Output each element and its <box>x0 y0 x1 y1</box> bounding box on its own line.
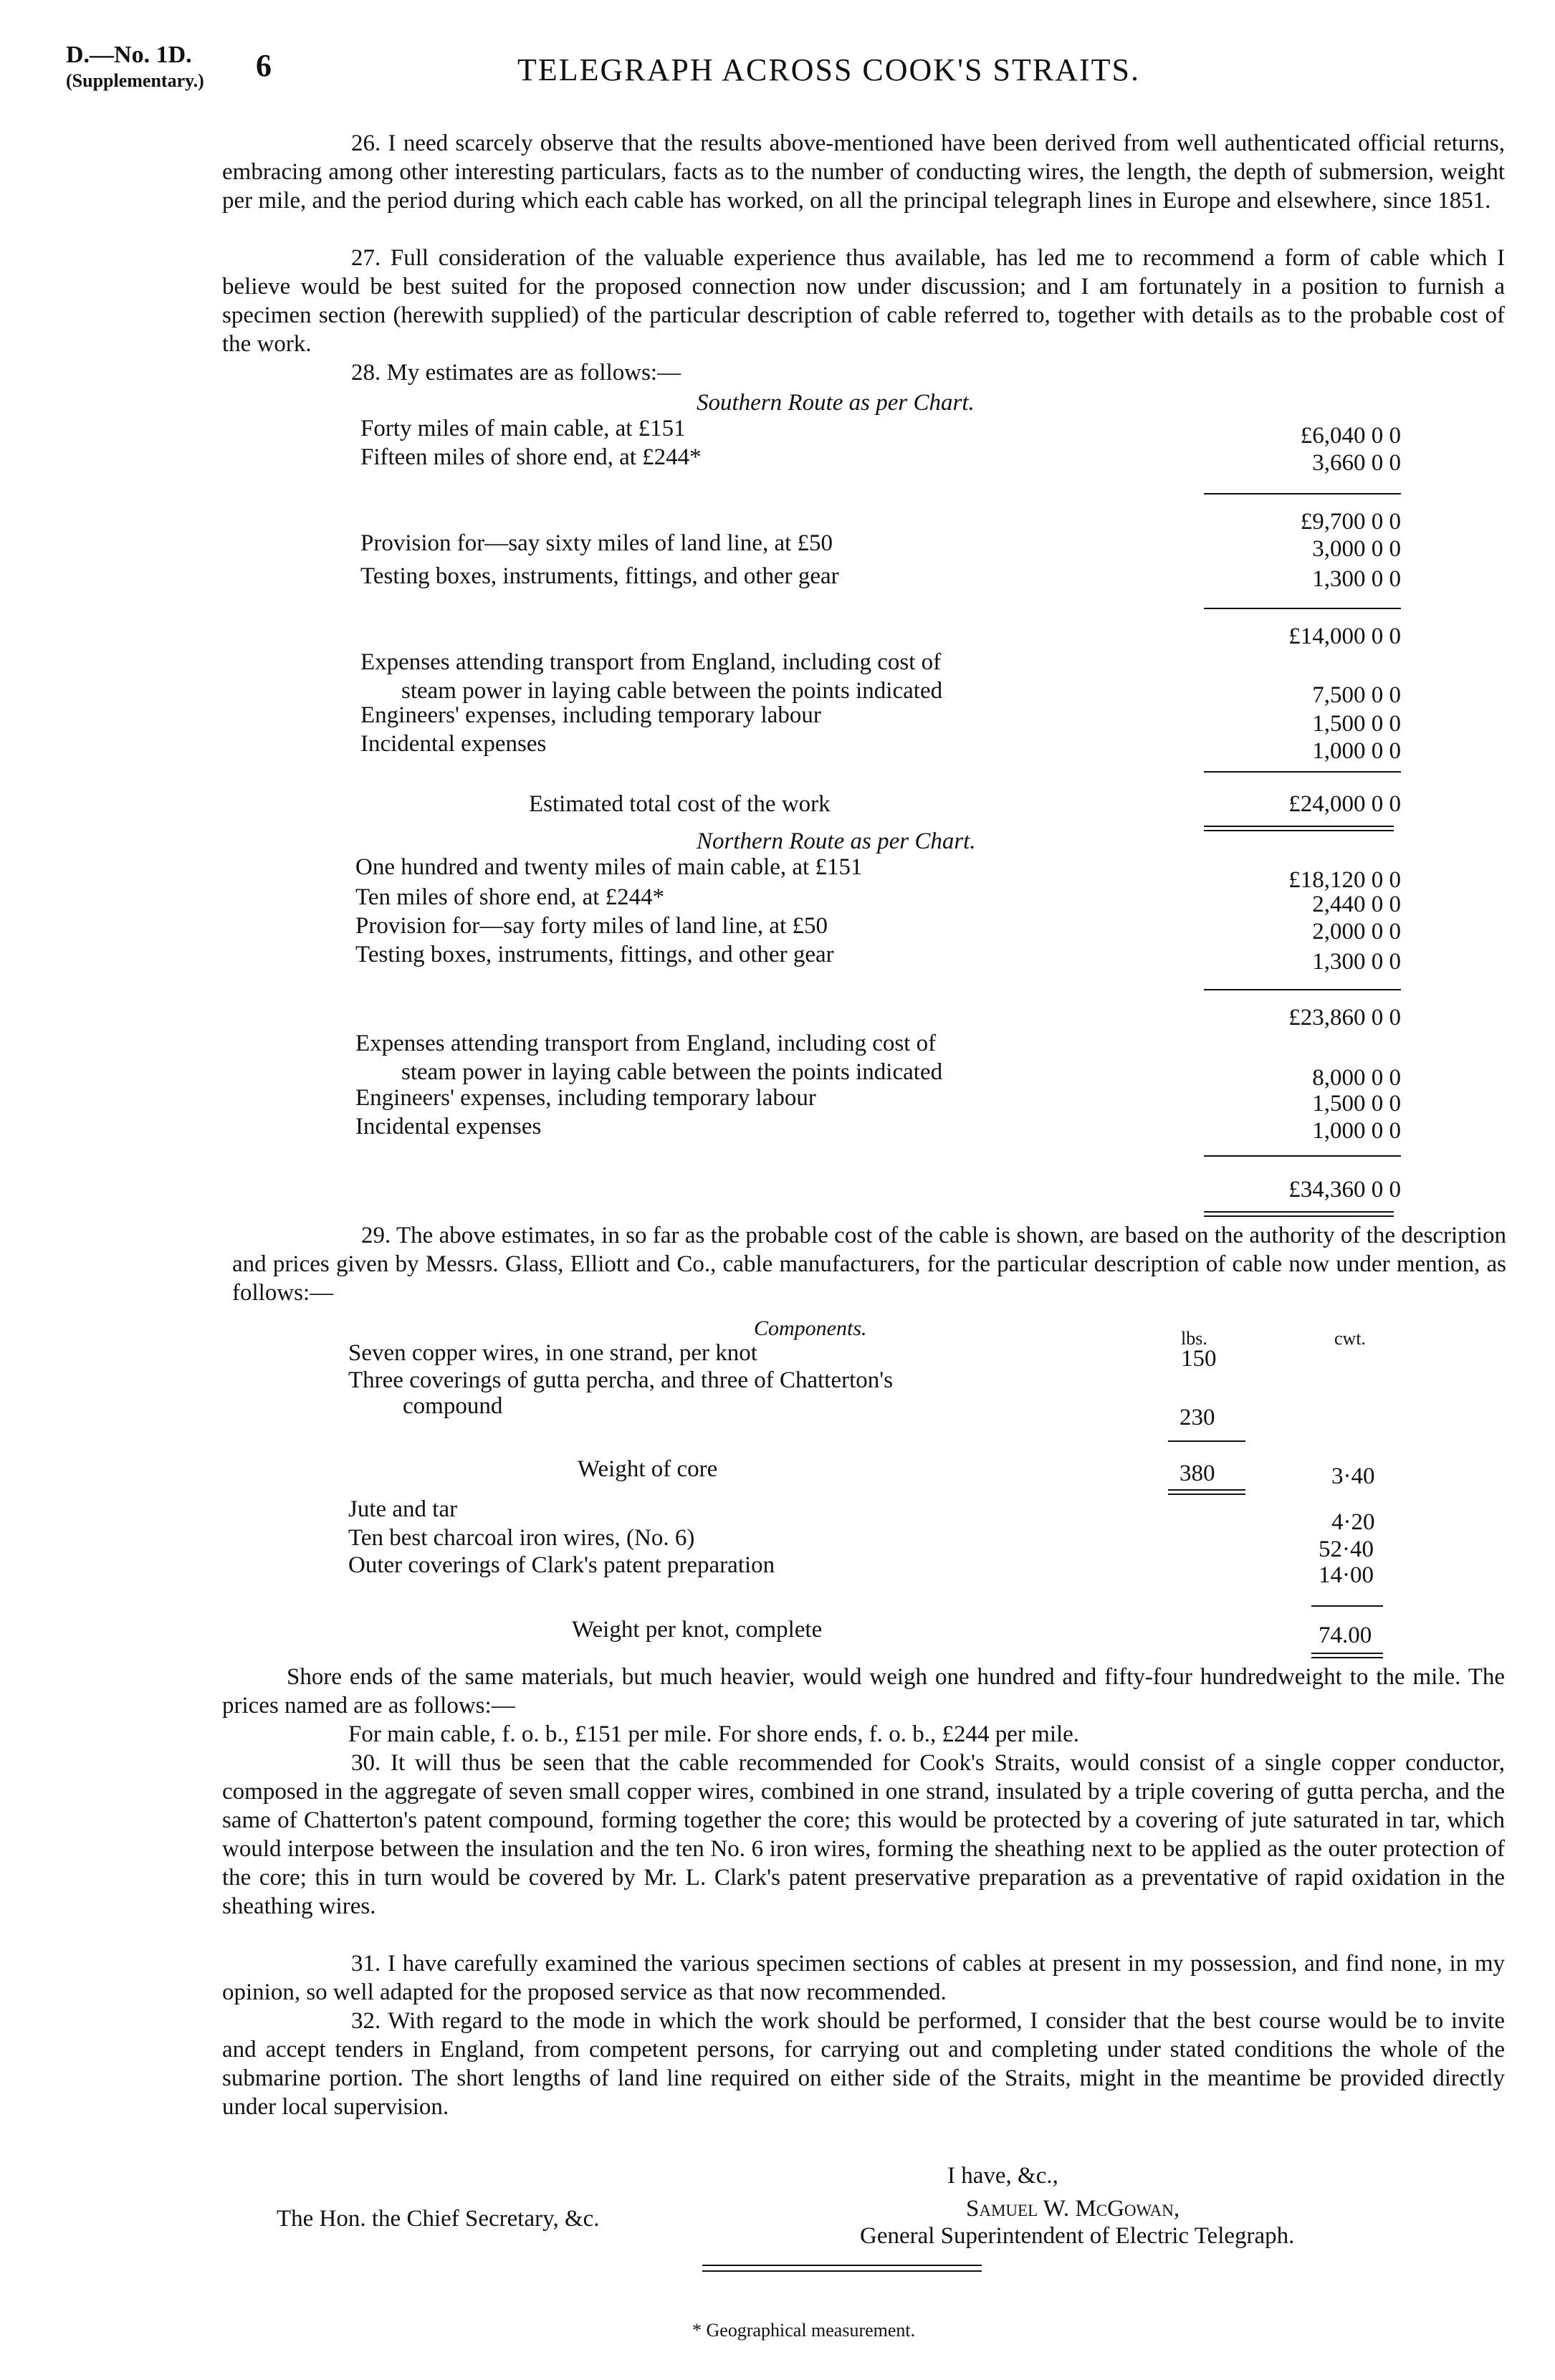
component-gutta-line-1: Three coverings of gutta percha, and three of Chatterton's <box>348 1367 894 1393</box>
subtotal-rule <box>1204 989 1401 990</box>
component-outer-cwt: 14·00 <box>1319 1562 1374 1588</box>
southern-total: £24,000 0 0 <box>1288 791 1401 817</box>
page-number: 6 <box>256 48 272 83</box>
total-double-rule <box>1204 1215 1394 1217</box>
page-title: TELEGRAPH ACROSS COOK'S STRAITS. <box>517 52 1140 87</box>
addressee: The Hon. the Chief Secretary, &c. <box>277 2206 600 2232</box>
component-gutta-line-2: compound <box>403 1393 503 1419</box>
northern-expenses-line-1: Expenses attending transport from England, including cost of <box>355 1031 937 1056</box>
northern-row-label: Provision for—say forty miles of land line, at £50 <box>355 913 828 939</box>
closing-double-rule <box>702 2270 982 2272</box>
southern-row-amount: 3,660 0 0 <box>1312 450 1401 476</box>
southern-subtotal-2: £14,000 0 0 <box>1288 623 1401 649</box>
supplementary-label: (Supplementary.) <box>66 70 204 91</box>
cwt-double-rule <box>1311 1653 1383 1654</box>
northern-total: £34,360 0 0 <box>1288 1177 1401 1203</box>
southern-row-label: Testing boxes, instruments, fittings, and other gear <box>360 563 839 589</box>
southern-subtotal-1: £9,700 0 0 <box>1300 509 1401 535</box>
northern-row-amount: 2,440 0 0 <box>1312 892 1401 917</box>
northern-incidental-amount: 1,000 0 0 <box>1312 1118 1401 1144</box>
total-double-rule <box>1204 830 1394 831</box>
southern-row-amount: 1,300 0 0 <box>1312 566 1401 592</box>
component-outer: Outer coverings of Clark's patent preparation <box>348 1552 775 1578</box>
cwt-rule <box>1311 1605 1383 1607</box>
prices-line: For main cable, f. o. b., £151 per mile. For shore ends, f. o. b., £244 per mile. <box>348 1721 1080 1747</box>
component-iron-cwt: 52·40 <box>1319 1537 1374 1562</box>
weight-of-core-label: Weight of core <box>578 1456 718 1482</box>
components-heading: Components. <box>754 1316 867 1340</box>
paragraph-27: 27. Full consideration of the valuable experience thus available, has led me to recommend a form of cable which I believe would be best suited for the proposed connection now under discussion; and I am fortunately in a position to furnish a specimen section (herewith supplied) of the particular description of cable referred to, together with details as to the probable cost of the work. <box>222 245 1505 357</box>
southern-engineers-amount: 1,500 0 0 <box>1312 711 1401 737</box>
signatory-name: Samuel W. McGowan, <box>966 2196 1180 2222</box>
southern-row-label: Forty miles of main cable, at £151 <box>360 416 686 441</box>
paragraph-26: 26. I need scarcely observe that the results above-mentioned have been derived from well authenticated official returns, embracing among other interesting particulars, facts as to the number of conducting wires, the length, the depth of submersion, weight per mile, and the period during which each cable has worked, on all the principal telegraph lines in Europe and elsewhere, since 1851. <box>222 130 1505 214</box>
total-double-rule <box>1204 826 1394 827</box>
southern-expenses-amount: 7,500 0 0 <box>1312 682 1401 708</box>
weight-of-core-cwt: 3·40 <box>1331 1463 1375 1489</box>
lbs-double-rule <box>1168 1494 1245 1495</box>
footnote: * Geographical measurement. <box>692 2320 916 2341</box>
total-double-rule <box>1204 1211 1394 1213</box>
northern-row-label: One hundred and twenty miles of main cable, at £151 <box>355 854 863 880</box>
northern-subtotal: £23,860 0 0 <box>1288 1005 1401 1031</box>
component-iron: Ten best charcoal iron wires, (No. 6) <box>348 1525 695 1551</box>
southern-total-label: Estimated total cost of the work <box>529 791 831 817</box>
column-lbs: lbs. <box>1181 1328 1207 1349</box>
northern-row-amount: 1,300 0 0 <box>1312 949 1401 975</box>
northern-engineers-label: Engineers' expenses, including temporary labour <box>355 1085 816 1111</box>
shore-ends-text: Shore ends of the same materials, but much heavier, would weigh one hundred and fifty-four hundredweight to the mile. The prices named are as follows:— <box>222 1664 1505 1719</box>
component-copper: Seven copper wires, in one strand, per knot <box>348 1340 757 1366</box>
component-jute: Jute and tar <box>348 1496 458 1522</box>
northern-incidental-label: Incidental expenses <box>355 1114 542 1139</box>
paragraph-29: 29. The above estimates, in so far as the probable cost of the cable is shown, are based on the authority of the description and prices given by Messrs. Glass, Elliott and Co., cable manufacturers, for the particular description of cable now under mention, as follows:— <box>232 1223 1506 1306</box>
northern-expenses-line-2: steam power in laying cable between the points indicated <box>401 1059 943 1085</box>
southern-expenses-line-2: steam power in laying cable between the points indicated <box>401 678 943 704</box>
signatory-position: General Superintendent of Electric Telegraph. <box>860 2223 1295 2249</box>
paragraph-31: 31. I have carefully examined the various specimen sections of cables at present in my possession, and find none, in my opinion, so well adapted for the proposed service as that now recommended. <box>222 1951 1505 2005</box>
weight-complete-cwt: 74.00 <box>1319 1622 1372 1648</box>
subtotal-rule <box>1204 608 1401 609</box>
southern-expenses-line-1: Expenses attending transport from England, including cost of <box>360 649 942 675</box>
component-gutta-lbs: 230 <box>1180 1405 1215 1430</box>
paragraph-30: 30. It will thus be seen that the cable recommended for Cook's Straits, would consist of a single copper conductor, composed in the aggregate of seven small copper wires, combined in one strand, insulated by a triple covering of gutta percha, and the same of Chatterton's patent compound, forming together the core; this would be protected by a covering of jute saturated in tar, which would interpose between the insulation and the ten No. 6 iron wires, forming the sheathing next to be applied as the outer protection of the core; this in turn would be covered by Mr. L. Clark's patent preservative preparation as a preventative of rapid oxidation in the sheathing wires. <box>222 1750 1505 1919</box>
southern-engineers-label: Engineers' expenses, including temporary labour <box>360 702 821 728</box>
paragraph-28: 28. My estimates are as follows:— <box>351 360 681 386</box>
northern-engineers-amount: 1,500 0 0 <box>1312 1091 1401 1117</box>
northern-row-amount: 2,000 0 0 <box>1312 919 1401 945</box>
southern-incidental-amount: 1,000 0 0 <box>1312 738 1401 764</box>
lbs-rule <box>1168 1440 1245 1442</box>
document-reference: D.—No. 1D. <box>66 42 192 68</box>
closing-salutation: I have, &c., <box>947 2163 1058 2189</box>
column-cwt: cwt. <box>1334 1328 1367 1349</box>
northern-row-amount: £18,120 0 0 <box>1288 867 1401 893</box>
lbs-double-rule <box>1168 1489 1245 1491</box>
total-rule <box>1204 1155 1401 1157</box>
southern-row-label: Provision for—say sixty miles of land line, at £50 <box>360 530 833 556</box>
total-rule <box>1204 771 1401 773</box>
northern-row-label: Testing boxes, instruments, fittings, and other gear <box>355 942 834 967</box>
southern-row-label: Fifteen miles of shore end, at £244* <box>360 444 702 470</box>
weight-complete-label: Weight per knot, complete <box>572 1617 823 1643</box>
component-jute-cwt: 4·20 <box>1331 1509 1375 1535</box>
southern-route-heading: Southern Route as per Chart. <box>697 390 975 416</box>
cwt-double-rule <box>1311 1657 1383 1658</box>
subtotal-rule <box>1204 493 1401 494</box>
southern-incidental-label: Incidental expenses <box>360 731 547 757</box>
northern-expenses-amount: 8,000 0 0 <box>1312 1065 1401 1091</box>
closing-double-rule <box>702 2265 982 2266</box>
component-copper-lbs: 150 <box>1181 1346 1217 1372</box>
paragraph-32: 32. With regard to the mode in which the work should be performed, I consider that the best course would be to invite and accept tenders in England, from competent persons, for carrying out and completing under stated conditions the whole of the submarine portion. The short lengths of land line required on either side of the Straits, might in the meantime be provided directly under local supervision. <box>222 2008 1505 2120</box>
northern-row-label: Ten miles of shore end, at £244* <box>355 884 665 910</box>
northern-route-heading: Northern Route as per Chart. <box>697 828 976 854</box>
southern-row-amount: £6,040 0 0 <box>1300 423 1401 449</box>
southern-row-amount: 3,000 0 0 <box>1312 536 1401 562</box>
weight-of-core-lbs: 380 <box>1180 1461 1215 1486</box>
